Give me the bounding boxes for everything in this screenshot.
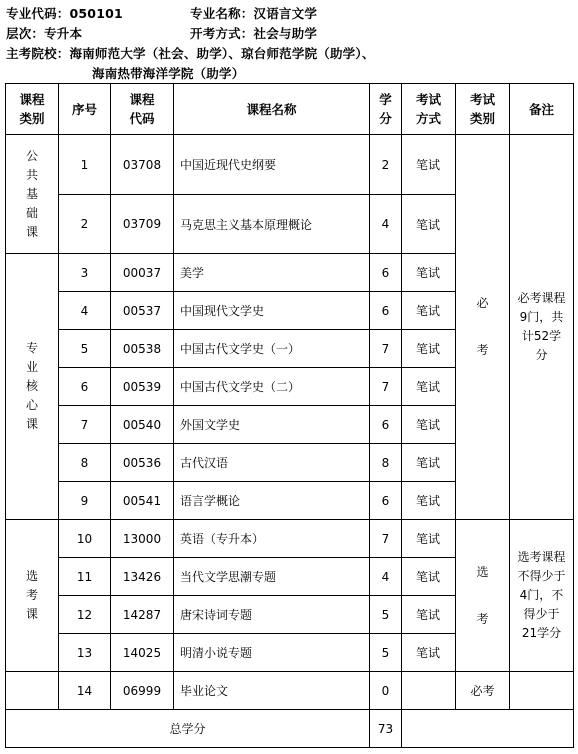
row-credit: 5 [370, 596, 402, 634]
row-method: 笔试 [402, 368, 456, 406]
header-index: 序号 [59, 84, 111, 135]
group-public: 公共基础课 [6, 135, 59, 254]
row-index: 11 [59, 558, 111, 596]
row-method: 笔试 [402, 135, 456, 195]
row-course: 英语（专升本） [174, 520, 370, 558]
row-method: 笔试 [402, 195, 456, 254]
group-empty [6, 672, 59, 710]
row-credit: 5 [370, 634, 402, 672]
row-course: 美学 [174, 254, 370, 292]
row-index: 14 [59, 672, 111, 710]
row-index: 2 [59, 195, 111, 254]
row-method [402, 672, 456, 710]
row-code: 00541 [111, 482, 174, 520]
exam-mode-value: 社会与助学 [253, 26, 318, 41]
row-method: 笔试 [402, 520, 456, 558]
major-name-value: 汉语言文学 [253, 6, 318, 21]
group-core: 专业核心课 [6, 254, 59, 520]
exam-mode [190, 24, 317, 42]
row-method: 笔试 [402, 482, 456, 520]
row-credit: 4 [370, 195, 402, 254]
level [6, 24, 82, 42]
row-credit: 2 [370, 135, 402, 195]
host-schools-line2: 海南热带海洋学院（助学） [92, 66, 245, 81]
row-method: 笔试 [402, 596, 456, 634]
type-thesis: 必考 [456, 672, 510, 710]
row-index: 5 [59, 330, 111, 368]
remark-thesis [510, 672, 574, 710]
exam-mode-label: 开考方式： [190, 26, 254, 41]
remark-required: 必考课程9门，共计52学分 [510, 135, 574, 520]
header-category: 课程类别 [6, 84, 59, 135]
level-label: 层次： [6, 26, 45, 41]
row-code: 00537 [111, 292, 174, 330]
row-code: 13426 [111, 558, 174, 596]
row-code: 14287 [111, 596, 174, 634]
row-course: 外国文学史 [174, 406, 370, 444]
header-method: 考试方式 [402, 84, 456, 135]
row-index: 9 [59, 482, 111, 520]
table-row-thesis [6, 672, 574, 710]
row-code: 03708 [111, 135, 174, 195]
row-credit: 7 [370, 368, 402, 406]
row-index: 12 [59, 596, 111, 634]
row-index: 6 [59, 368, 111, 406]
host-schools-line1: 海南师范大学（社会、助学）、琼台师范学院（助学）、 [69, 46, 375, 61]
major-code-value: 050101 [69, 6, 123, 21]
row-method: 笔试 [402, 444, 456, 482]
header-credit: 学分 [370, 84, 402, 135]
row-code: 06999 [111, 672, 174, 710]
row-code: 00037 [111, 254, 174, 292]
row-course: 语言学概论 [174, 482, 370, 520]
total-value: 73 [370, 710, 402, 748]
major-name [190, 4, 317, 22]
remark-elective: 选考课程不得少于4门，不得少于21学分 [510, 520, 574, 672]
row-code: 14025 [111, 634, 174, 672]
row-course: 当代文学思潮专题 [174, 558, 370, 596]
row-code: 00538 [111, 330, 174, 368]
row-index: 4 [59, 292, 111, 330]
header-row [6, 84, 574, 135]
row-course: 中国近现代史纲要 [174, 135, 370, 195]
header-course: 课程名称 [174, 84, 370, 135]
major-name-label: 专业名称： [190, 6, 254, 21]
row-credit: 7 [370, 330, 402, 368]
row-index: 8 [59, 444, 111, 482]
row-index: 3 [59, 254, 111, 292]
header-type: 考试类别 [456, 84, 510, 135]
row-credit: 6 [370, 292, 402, 330]
row-credit: 6 [370, 254, 402, 292]
row-code: 00540 [111, 406, 174, 444]
level-value: 专升本 [44, 26, 83, 41]
row-course: 古代汉语 [174, 444, 370, 482]
row-code: 00539 [111, 368, 174, 406]
row-code: 13000 [111, 520, 174, 558]
row-credit: 6 [370, 406, 402, 444]
row-credit: 7 [370, 520, 402, 558]
row-code: 03709 [111, 195, 174, 254]
major-code-label: 专业代码： [6, 6, 70, 21]
row-method: 笔试 [402, 292, 456, 330]
row-course: 中国现代文学史 [174, 292, 370, 330]
total-blank [402, 710, 574, 748]
row-course: 毕业论文 [174, 672, 370, 710]
row-course: 唐宋诗词专题 [174, 596, 370, 634]
row-method: 笔试 [402, 558, 456, 596]
row-method: 笔试 [402, 634, 456, 672]
row-index: 7 [59, 406, 111, 444]
header-remark: 备注 [510, 84, 574, 135]
row-code: 00536 [111, 444, 174, 482]
table-row [6, 135, 574, 195]
row-method: 笔试 [402, 330, 456, 368]
row-course: 马克思主义基本原理概论 [174, 195, 370, 254]
row-index: 10 [59, 520, 111, 558]
row-index: 1 [59, 135, 111, 195]
row-index: 13 [59, 634, 111, 672]
type-elective: 选 考 [456, 520, 510, 672]
course-table [5, 83, 574, 748]
row-course: 中国古代文学史（一） [174, 330, 370, 368]
type-required: 必 考 [456, 135, 510, 520]
table-row [6, 520, 574, 558]
group-elective: 选考课 [6, 520, 59, 672]
plan-header [0, 0, 578, 84]
major-code [6, 4, 123, 22]
row-method: 笔试 [402, 254, 456, 292]
host-schools-label: 主考院校： [6, 46, 70, 61]
total-row [6, 710, 574, 748]
row-credit: 6 [370, 482, 402, 520]
total-label: 总学分 [6, 710, 370, 748]
host-schools [6, 44, 375, 62]
row-credit: 4 [370, 558, 402, 596]
row-credit: 0 [370, 672, 402, 710]
header-code: 课程代码 [111, 84, 174, 135]
row-method: 笔试 [402, 406, 456, 444]
row-course: 明清小说专题 [174, 634, 370, 672]
row-course: 中国古代文学史（二） [174, 368, 370, 406]
row-credit: 8 [370, 444, 402, 482]
